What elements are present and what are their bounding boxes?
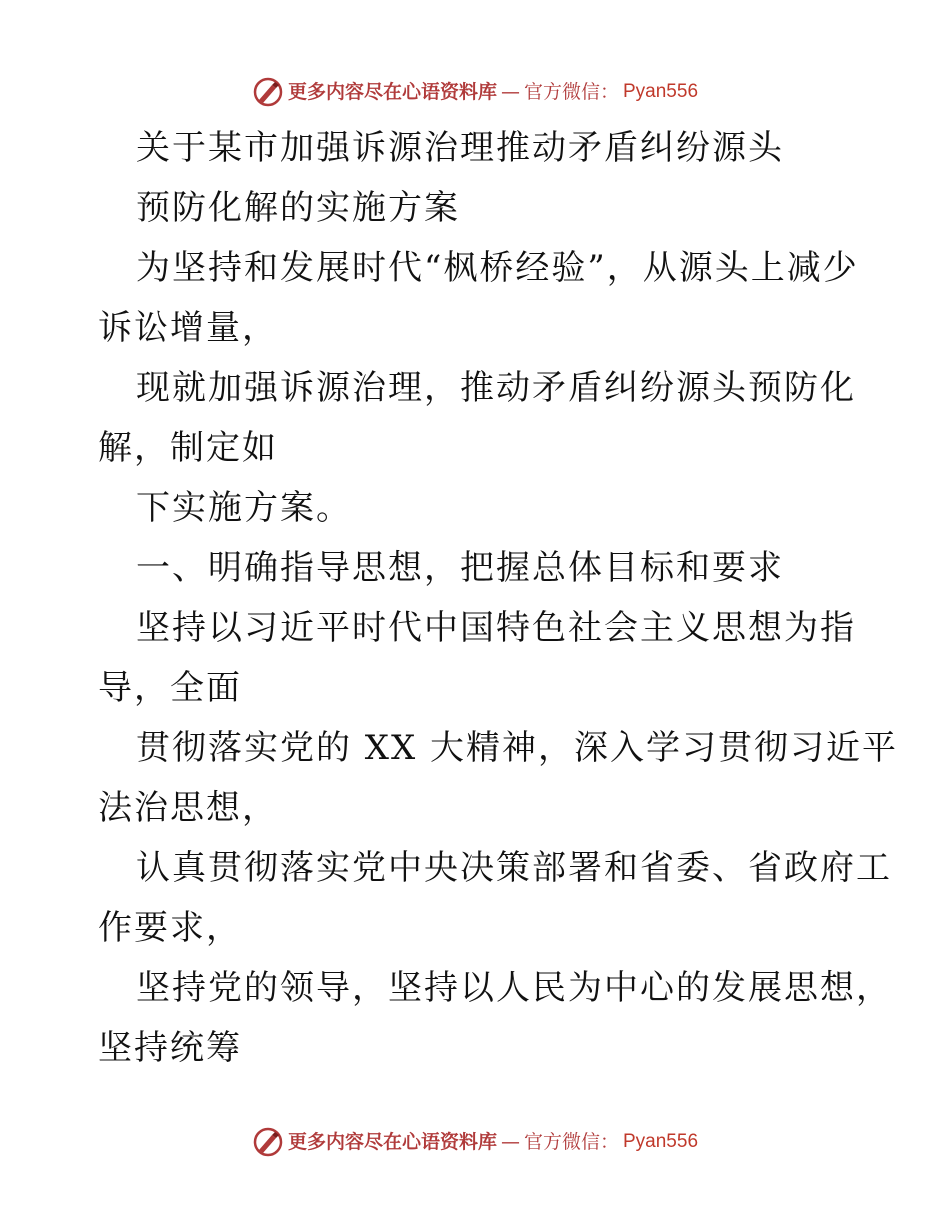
- document-line: 下实施方案。: [136, 488, 352, 528]
- footer-watermark: [0, 1126, 950, 1156]
- document-line: 解，制定如: [98, 428, 278, 468]
- document-line: 法治思想，: [98, 788, 278, 828]
- pen-logo-icon: [252, 76, 284, 108]
- document-line: 一、明确指导思想，把握总体目标和要求: [136, 548, 784, 588]
- document-line: 贯彻落实党的 XX 大精神，深入学习贯彻习近平: [136, 728, 899, 768]
- document-line: 坚持统筹: [98, 1028, 242, 1068]
- pen-logo-icon: [252, 1126, 284, 1158]
- watermark-prefix: 更多内容尽在心语资料库: [287, 1131, 497, 1153]
- document-line: 诉讼增量，: [98, 308, 278, 348]
- document-line: 关于某市加强诉源治理推动矛盾纠纷源头: [136, 128, 784, 168]
- document-line: 现就加强诉源治理，推动矛盾纠纷源头预防化: [136, 368, 856, 408]
- document-line: 导，全面: [98, 668, 242, 708]
- watermark-id: Pyan556: [623, 1131, 699, 1152]
- watermark-prefix: 更多内容尽在心语资料库: [287, 81, 497, 103]
- document-line: 作要求，: [98, 908, 242, 948]
- header-watermark: [0, 76, 950, 106]
- document-body: [98, 118, 899, 1078]
- document-line: 坚持党的领导，坚持以人民为中心的发展思想，: [136, 968, 892, 1008]
- watermark-id: Pyan556: [623, 81, 699, 102]
- document-line: 为坚持和发展时代“枫桥经验”，从源头上减少: [136, 248, 859, 288]
- document-line: 坚持以习近平时代中国特色社会主义思想为指: [136, 608, 856, 648]
- watermark-separator: —: [500, 81, 520, 103]
- document-line: 认真贯彻落实党中央决策部署和省委、省政府工: [136, 848, 892, 888]
- document-line: 预防化解的实施方案: [136, 188, 460, 228]
- watermark-separator: —: [500, 1131, 520, 1153]
- watermark-middle: 官方微信：: [523, 81, 619, 103]
- watermark-middle: 官方微信：: [523, 1131, 619, 1153]
